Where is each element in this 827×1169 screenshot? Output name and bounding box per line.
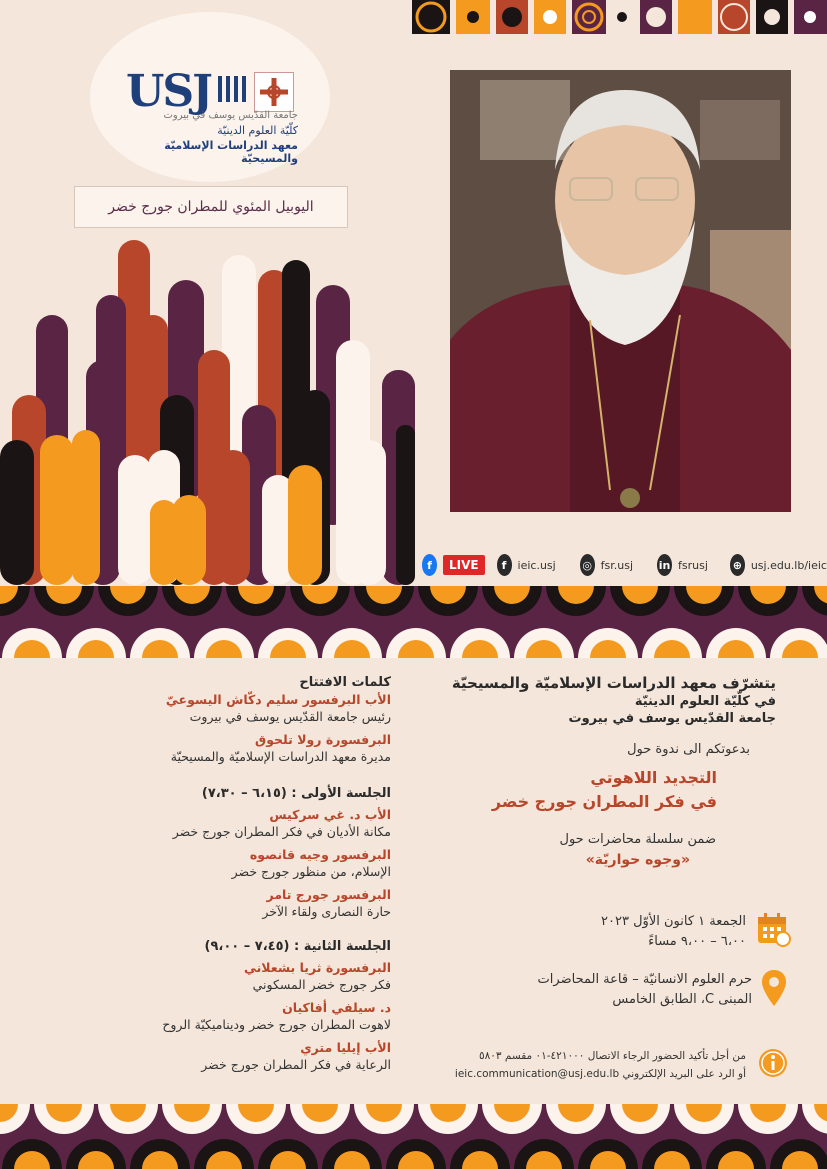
jubilee-title: اليوبيل المئوي للمطران جورج خضر bbox=[108, 199, 314, 215]
globe-icon[interactable]: ⊕ bbox=[730, 554, 745, 576]
session-2-title: الجلسة الثانية : (٧،٤٥ – ٩،٠٠) bbox=[204, 939, 391, 954]
topic-title-2: في فكر المطران جورج خضر bbox=[491, 792, 717, 811]
usj-emblem-icon bbox=[216, 72, 250, 106]
invitation-line-1: يتشرّف معهد الدراسات الإسلاميّة والمسيحيّة bbox=[451, 674, 776, 692]
figures-illustration bbox=[0, 240, 415, 585]
portrait-photo bbox=[450, 70, 791, 512]
topic-title-1: التجديد اللاهوتي bbox=[590, 768, 717, 787]
facebook-live-icon[interactable]: f bbox=[422, 554, 437, 576]
institute-name: معهد الدراسات الإسلاميّة والمسيحيّة bbox=[164, 139, 298, 165]
speaker-name: البرفسور جورج تامر bbox=[266, 887, 391, 902]
website-link[interactable]: usj.edu.lb/ieic bbox=[750, 558, 827, 572]
series-line-1: ضمن سلسلة محاضرات حول bbox=[559, 832, 716, 847]
facebook-handle[interactable]: ieic.usj bbox=[517, 558, 556, 572]
event-place-2: المبنى C، الطابق الخامس bbox=[612, 992, 752, 1007]
invitation-line-4: بدعوتكم الى ندوة حول bbox=[627, 742, 750, 757]
social-links-bar bbox=[422, 547, 827, 583]
speaker-name: د. سيلفي أفاكيان bbox=[282, 1000, 391, 1015]
speaker-name: الأب إيليا متري bbox=[300, 1040, 391, 1055]
speaker-role: مديرة معهد الدراسات الإسلاميّة والمسيحيّة bbox=[170, 749, 391, 764]
faculty-cross-emblem-icon bbox=[254, 72, 294, 112]
faculty-name: كلّيّة العلوم الدينيّة bbox=[217, 124, 298, 137]
speaker-name: البرفسورة ثريا بشعلاني bbox=[243, 960, 391, 975]
usj-logo-text: USJ bbox=[126, 66, 211, 117]
talk-title: حارة النصارى ولقاء الآخر bbox=[262, 904, 391, 919]
invitation-line-3: جامعة القدّيس يوسف في بيروت bbox=[568, 711, 776, 726]
top-pattern-strip bbox=[412, 0, 827, 34]
talk-title: لاهوت المطران جورج خضر وديناميكيّة الروح bbox=[162, 1017, 391, 1032]
speaker-name: البرفسور وجيه قانصوه bbox=[249, 847, 391, 862]
talk-title: مكانة الأديان في فكر المطران جورج خضر bbox=[172, 824, 391, 839]
instagram-icon[interactable]: ◎ bbox=[580, 554, 595, 576]
talk-title: الإسلام، من منظور جورج خضر bbox=[231, 864, 391, 879]
info-icon bbox=[758, 1048, 788, 1078]
location-pin-icon bbox=[762, 970, 786, 1006]
talk-title: الرعاية في فكر المطران جورج خضر bbox=[201, 1057, 391, 1072]
calendar-icon bbox=[756, 912, 792, 948]
speaker-name: البرفسورة رولا تلحوق bbox=[255, 732, 391, 747]
instagram-handle[interactable]: fsr.usj bbox=[600, 558, 634, 572]
portrait-illustration bbox=[450, 70, 791, 512]
speaker-role: رئيس جامعة القدّيس يوسف في بيروت bbox=[189, 709, 391, 724]
rsvp-email[interactable]: أو الرد على البريد الإلكتروني ieic.communication@usj.edu.lb bbox=[454, 1068, 746, 1080]
live-badge[interactable]: LIVE bbox=[443, 555, 485, 575]
linkedin-icon[interactable]: in bbox=[657, 554, 672, 576]
series-line-2: «وجوه حواريّة» bbox=[585, 852, 690, 868]
program-block bbox=[120, 674, 391, 1073]
invitation-line-2: في كلّيّة العلوم الدينيّة bbox=[634, 694, 776, 709]
rsvp-phone: من أجل تأكيد الحضور الرجاء الاتصال ٤٢١٠٠٠-٠١ مقسم ٥٨٠٣ bbox=[478, 1050, 746, 1062]
facebook-icon[interactable]: f bbox=[497, 554, 512, 576]
event-place-1: حرم العلوم الانسانيّة – قاعة المحاضرات bbox=[537, 972, 752, 987]
speaker-name: الأب د. غي سركيس bbox=[269, 807, 391, 822]
opening-title: كلمات الافتتاح bbox=[299, 675, 391, 690]
event-time: ٦،٠٠ – ٩،٠٠ مساءً bbox=[648, 934, 746, 949]
linkedin-handle[interactable]: fsrusj bbox=[677, 558, 708, 572]
pattern-band-middle bbox=[0, 586, 827, 658]
event-date: الجمعة ١ كانون الأوّل ٢٠٢٣ bbox=[601, 914, 746, 929]
university-name: جامعة القدّيس يوسف في بيروت bbox=[163, 110, 298, 121]
speaker-name: الأب البرفسور سليم دكّاش اليسوعيّ bbox=[165, 692, 391, 707]
session-1-title: الجلسة الأولى : (٦،١٥ – ٧،٣٠) bbox=[201, 786, 391, 801]
invitation-block bbox=[440, 674, 776, 726]
tile-pattern bbox=[412, 0, 827, 34]
jubilee-banner bbox=[74, 186, 348, 228]
pattern-band-bottom bbox=[0, 1104, 827, 1169]
talk-title: فكر جورج خضر المسكوني bbox=[252, 977, 391, 992]
